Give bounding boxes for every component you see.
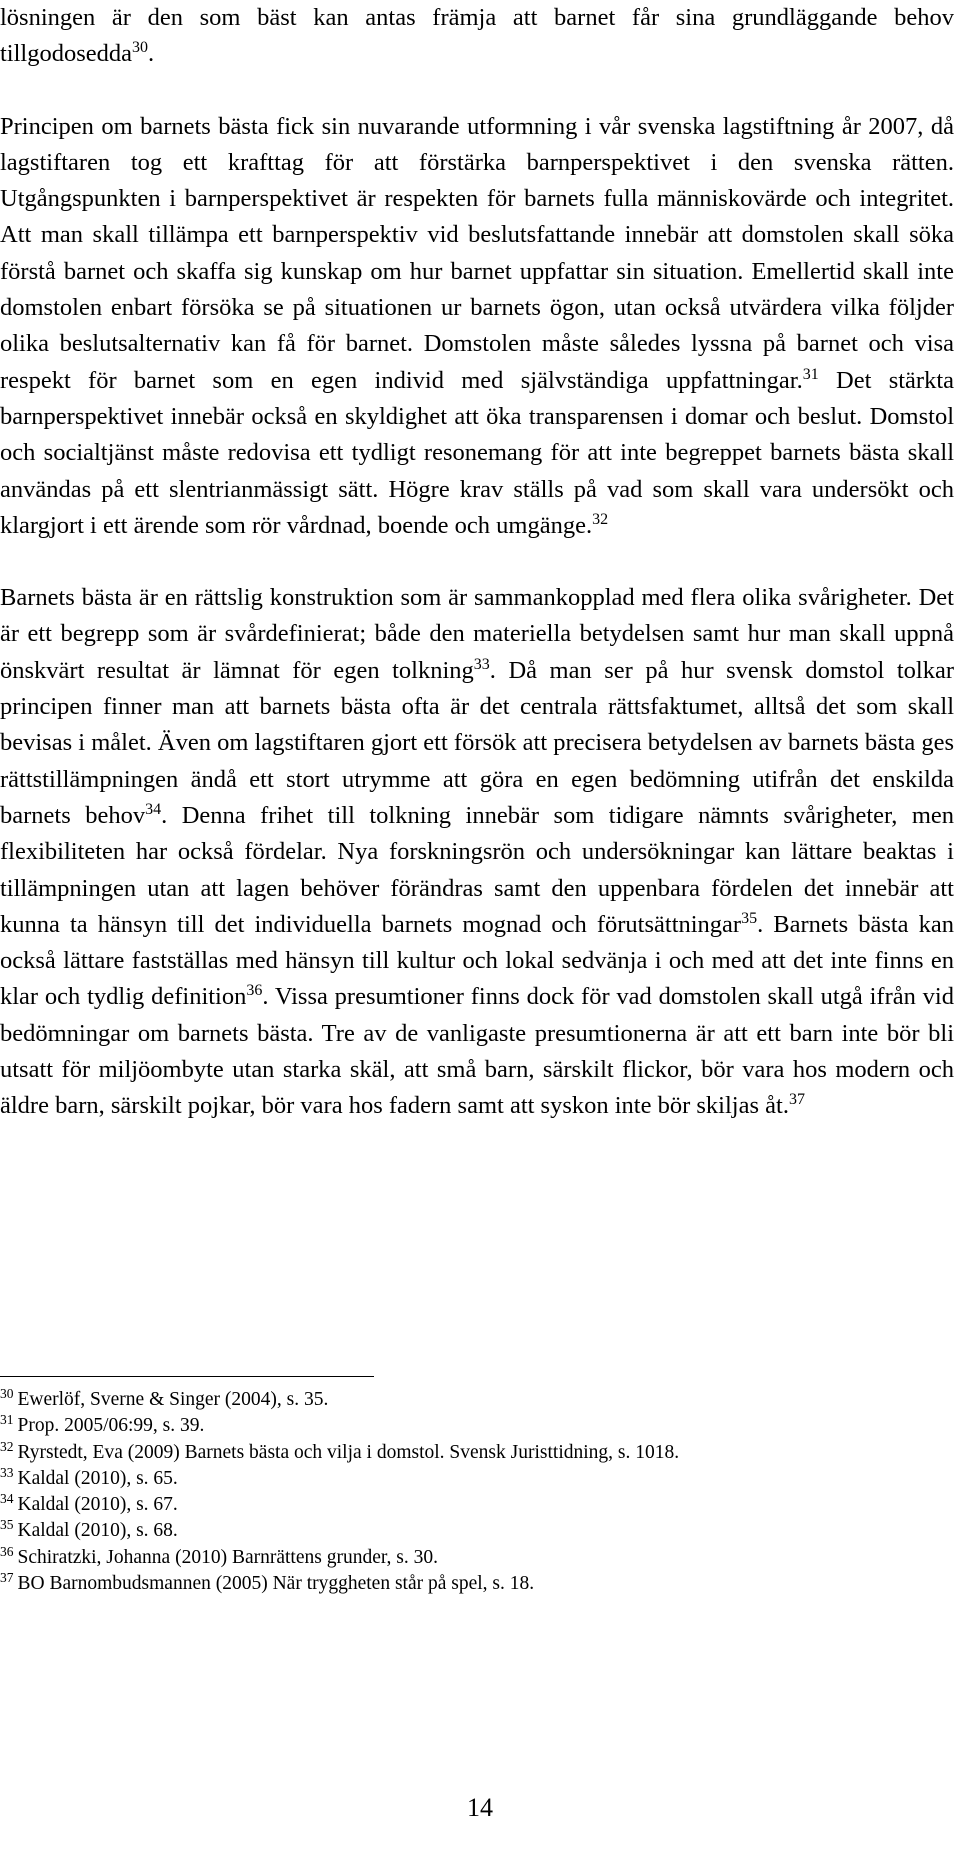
paragraph <box>0 0 954 73</box>
footnote-text: Kaldal (2010), s. 68. <box>17 1520 178 1542</box>
footnote-text: Kaldal (2010), s. 67. <box>17 1494 178 1516</box>
footnote-number: 35 <box>0 1517 14 1533</box>
footnote-reference: 36 <box>246 982 263 1000</box>
footnote-reference: 31 <box>802 365 819 383</box>
footnote-reference: 34 <box>145 800 162 818</box>
footnote <box>0 1518 954 1544</box>
paragraph-text: . Barnets bästa kan också lättare fastställas med hänsyn till kultur och lokal sedvänja i och med att det inte finns en klar och tydlig definition <box>0 910 954 1011</box>
footnote <box>0 1440 954 1466</box>
footnotes <box>0 1387 954 1597</box>
paragraph <box>0 109 954 545</box>
footnote-number: 33 <box>0 1464 14 1480</box>
footnote-reference: 35 <box>741 909 758 927</box>
paragraph-text: lösningen är den som bäst kan antas främja att barnet får sina grundläggande behov tillgodosedda <box>0 4 954 68</box>
paragraph <box>0 580 954 1124</box>
footnote-text: Kaldal (2010), s. 65. <box>17 1467 178 1489</box>
paragraph-text: . Då man ser på hur svensk domstol tolkar principen finner man att barnets bästa ofta är det centrala rättsfaktumet, alltså det som skall bevisas i målet. Även om lagstiftaren gjort ett försök att precisera betydelsen av barnets bästa ges rättstillämpningen ändå ett stort utrymme att göra en egen bedömning utifrån det enskilda barnets behov <box>0 656 954 829</box>
footnote-reference: 30 <box>132 39 149 57</box>
footnote-number: 34 <box>0 1491 14 1507</box>
footnote <box>0 1387 954 1413</box>
paragraph-text: . Denna frihet till tolkning innebär som tidigare nämnts svårigheter, men flexibiliteten har också fördelar. Nya forskningsrön och undersökningar kan lättare beaktas i tillämpningen utan att lagen behöver förändras samt den uppenbara fördelen det innebär att kunna ta hänsyn till det individuella barnets mognad och förutsättningar <box>0 801 955 938</box>
footnote-number: 30 <box>0 1386 14 1401</box>
footnote-text: BO Barnombudsmannen (2005) När tryggheten står på spel, s. 18. <box>17 1573 535 1595</box>
footnote-separator <box>0 1376 374 1377</box>
page-number: 14 <box>467 1793 493 1822</box>
footnote <box>0 1466 954 1492</box>
footnote-reference: 32 <box>592 510 609 528</box>
footnote <box>0 1545 954 1571</box>
footnote-text: Prop. 2005/06:99, s. 39. <box>17 1415 205 1437</box>
footnote-number: 37 <box>0 1570 14 1586</box>
footnote-text: Ewerlöf, Sverne & Singer (2004), s. 35. <box>17 1389 329 1410</box>
footnote-number: 31 <box>0 1412 14 1428</box>
paragraph-text: . <box>148 40 155 68</box>
paragraph-text: Barnets bästa är en rättslig konstruktion som är sammankopplad med flera olika svårigheter. Det är ett begrepp som är svårdefinierat; både den materiella betydelsen samt hur man skall uppnå önskvärt resultat är lämnat för egen tolkning <box>0 584 954 684</box>
paragraph-text: . Vissa presumtioner finns dock för vad domstolen skall utgå ifrån vid bedömningar om barnets bästa. Tre av de vanligaste presumtionerna är att ett barn inte bör bli utsatt för miljöombyte utan starka skäl, att små barn, särskilt flickor, bör vara hos modern och äldre barn, särskilt pojkar, bör vara hos fadern samt att syskon inte bör skiljas åt. <box>0 983 954 1120</box>
footnote-number: 36 <box>0 1543 14 1559</box>
footnote-text: Schiratzki, Johanna (2010) Barnrättens grunder, s. 30. <box>17 1546 439 1568</box>
paragraph-text: Principen om barnets bästa fick sin nuvarande utformning i vår svenska lagstiftning år 2007, då lagstiftaren tog ett krafttag för att förstärka barnperspektivet i den svenska rätten. Utgångspunkten i barnperspektivet är respekten för barnets fulla människovärde och integritet. Att man skall tillämpa ett barnperspektiv vid beslutsfattande innebär att domstolen skall söka förstå barnet och skaffa sig kunskap om hur barnet uppfattar sin situation. Emellertid skall inte domstolen enbart försöka se på situationen ur barnets ögon, utan också utvärdera vilka följder olika beslutsalternativ kan få för barnet. Domstolen måste således lyssna på barnet och visa respekt för barnet som en egen individ med självständiga uppfattningar. <box>0 112 954 394</box>
footnote <box>0 1571 954 1597</box>
footnote <box>0 1492 954 1518</box>
footnote-text: Ryrstedt, Eva (2009) Barnets bästa och vilja i domstol. Svensk Juristtidning, s. 1018. <box>17 1441 680 1463</box>
footnote <box>0 1413 954 1439</box>
paragraph-text: Det stärkta barnperspektivet innebär också en skyldighet att öka transparensen i domar och beslut. Domstol och socialtjänst måste redovisa ett tydligt resonemang för att inte begreppet barnets bästa skall användas på ett slentrianmässigt sätt. Högre krav ställs på vad som skall vara undersökt och klargjort i ett ärende som rör vårdnad, boende och umgänge. <box>0 366 954 539</box>
footnote-number: 32 <box>0 1438 14 1454</box>
footnote-reference: 33 <box>473 655 490 673</box>
footnote-reference: 37 <box>788 1091 805 1109</box>
